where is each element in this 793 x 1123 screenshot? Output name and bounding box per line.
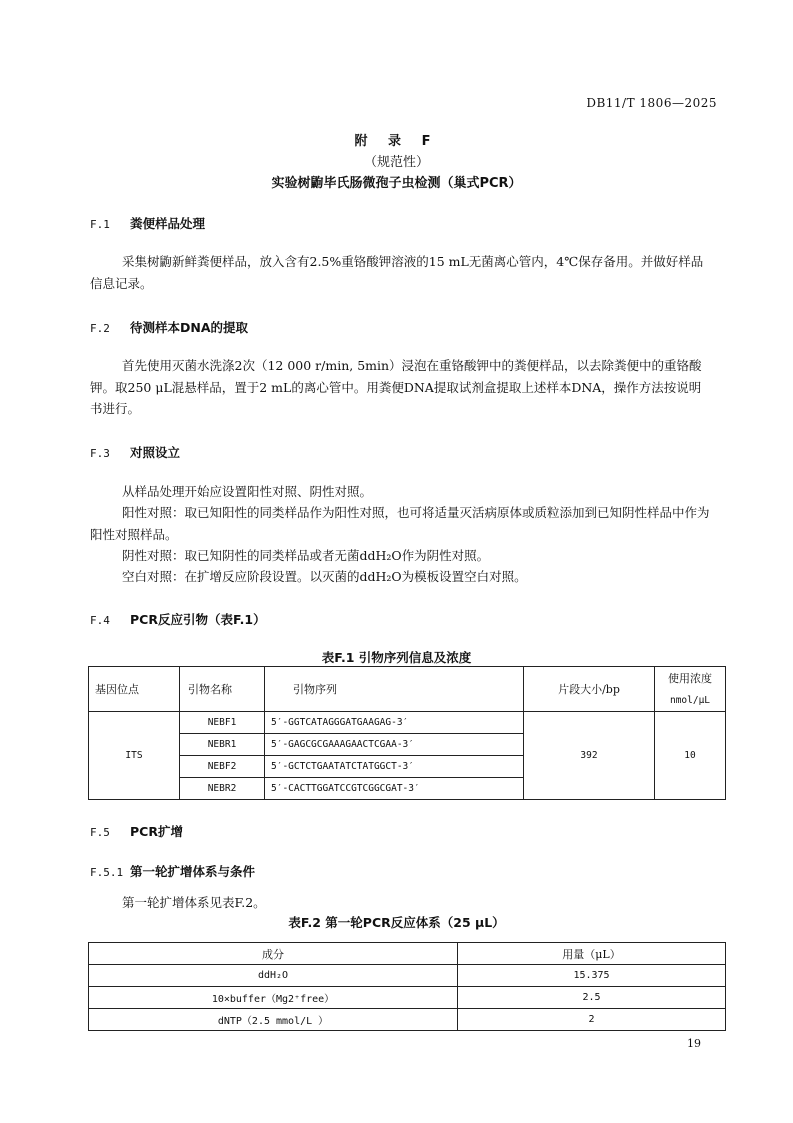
section-f3-line4: 空白对照：在扩增反应阶段设置。以灭菌的ddH₂O为模板设置空白对照。: [122, 569, 527, 584]
section-number: F.3: [90, 447, 110, 460]
section-title: PCR扩增: [130, 824, 183, 839]
section-f1-text: 采集树鼩新鲜粪便样品，放入含有2.5%重铬酸钾溶液的15 mL无菌离心管内，4℃保存备用。并做好样品信息记录。: [90, 254, 704, 291]
primer-seq: 5′-GGTCATAGGGATGAAGAG-3′: [265, 712, 524, 734]
component-cell: ddH₂O: [89, 965, 458, 987]
section-f1-heading: [90, 214, 205, 232]
concentration: 10: [655, 712, 726, 800]
fragment-size: 392: [524, 712, 655, 800]
section-f3-line2: 阳性对照：取已知阳性的同类样品作为阳性对照，也可将适量灭活病原体或质粒添加到已知阴性样品中作为阳性对照样品。: [90, 505, 710, 542]
primer-name: NEBF2: [180, 756, 265, 778]
section-f4-heading: [90, 610, 266, 628]
section-f3-line1: 从样品处理开始应设置阳性对照、阴性对照。: [122, 484, 373, 499]
section-title: 第一轮扩增体系与条件: [130, 864, 256, 879]
appendix-main-title: 实验树鼩毕氏肠微孢子虫检测（巢式PCR）: [271, 176, 522, 191]
section-title: PCR反应引物（表F.1）: [130, 612, 266, 627]
primer-name: NEBR1: [180, 734, 265, 756]
section-f3-line3: 阴性对照：取已知阴性的同类样品或者无菌ddH₂O作为阴性对照。: [122, 548, 490, 563]
section-number: F.2: [90, 322, 110, 335]
section-title: 待测样本DNA的提取: [130, 320, 249, 335]
primer-table: [88, 666, 726, 800]
header-concentration-unit: nmol/μL: [655, 689, 726, 712]
section-title: 对照设立: [130, 445, 181, 460]
section-number: F.5.1: [90, 866, 124, 879]
header-primer-seq: 引物序列: [265, 667, 524, 712]
volume-cell: 15.375: [458, 965, 726, 987]
header-concentration: 使用浓度: [655, 667, 726, 690]
primer-seq: 5′-GCTCTGAATATCTATGGCT-3′: [265, 756, 524, 778]
appendix-title: 附 录 F: [354, 134, 439, 149]
reaction-table: [88, 942, 726, 1031]
primer-name: NEBF1: [180, 712, 265, 734]
section-number: F.4: [90, 614, 110, 627]
section-f3-heading: [90, 443, 180, 461]
section-number: F.1: [90, 218, 110, 231]
section-f2-text: 首先使用灭菌水洗涤2次（12 000 r/min, 5min）浸泡在重铬酸钾中的粪便样品，以去除粪便中的重铬酸钾。取250 μL混悬样品，置于2 mL的离心管中。用粪便DNA提取试剂盒提取上述样本DNA，操作方法按说明书进行。: [90, 358, 702, 416]
page-number: 19: [687, 1037, 701, 1050]
section-f51-text: 第一轮扩增体系见表F.2。: [122, 895, 266, 910]
header-component: 成分: [89, 943, 458, 965]
primer-seq: 5′-CACTTGGATCCGTCGGCGAT-3′: [265, 778, 524, 800]
header-fragment-size: 片段大小/bp: [524, 667, 655, 712]
component-cell: dNTP（2.5 mmol/L ）: [89, 1009, 458, 1031]
section-f5-heading: [90, 822, 183, 840]
section-f51-heading: [90, 862, 255, 880]
volume-cell: 2.5: [458, 987, 726, 1009]
document-id: DB11/T 1806—2025: [586, 96, 717, 110]
header-locus: 基因位点: [89, 667, 180, 712]
primer-name: NEBR2: [180, 778, 265, 800]
header-primer-name: 引物名称: [180, 667, 265, 712]
header-volume: 用量（μL）: [458, 943, 726, 965]
primer-seq: 5′-GAGCGCGAAAGAACTCGAA-3′: [265, 734, 524, 756]
section-title: 粪便样品处理: [130, 216, 206, 231]
section-number: F.5: [90, 826, 110, 839]
component-cell: 10×buffer（Mg2⁺free）: [89, 987, 458, 1009]
locus-cell: ITS: [89, 712, 180, 800]
table2-caption: 表F.2 第一轮PCR反应体系（25 μL）: [288, 915, 505, 930]
table1-caption: 表F.1 引物序列信息及浓度: [321, 650, 472, 665]
normative-label: （规范性）: [363, 155, 429, 170]
volume-cell: 2: [458, 1009, 726, 1031]
section-f2-heading: [90, 318, 248, 336]
